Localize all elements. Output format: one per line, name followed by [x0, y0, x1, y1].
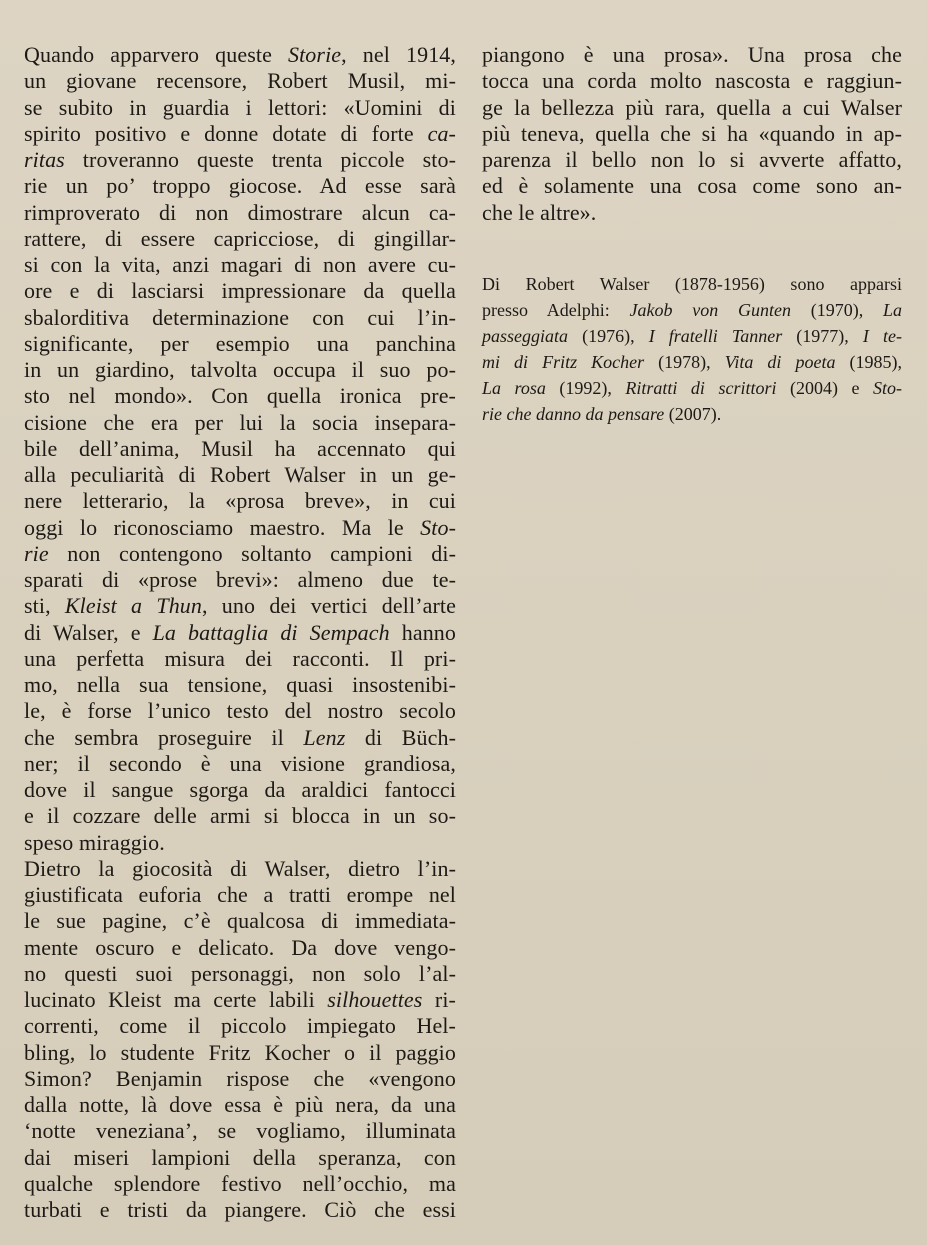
text-line [482, 42, 902, 68]
italic-text-segment: Storie [288, 42, 342, 67]
text-segment: una perfetta misura dei racconti. Il pri- [24, 645, 456, 671]
text-segment: alla peculiarità di Robert Walser in un ge- [24, 462, 456, 487]
italic-text-segment: mi di Fritz Kocher [482, 352, 645, 372]
text-line [482, 147, 902, 173]
text-segment: sbalorditiva determinazione con cui l’in- [24, 304, 456, 330]
text-line [24, 751, 456, 777]
text-line [24, 147, 456, 173]
text-line [24, 252, 456, 278]
text-segment: sti, [24, 593, 65, 619]
text-segment: (1977), [782, 326, 863, 346]
italic-text-segment: passeggiata [482, 326, 569, 346]
text-line [24, 567, 456, 593]
text-line [482, 68, 902, 94]
italic-text-segment: rie che danno da pensare [482, 404, 665, 424]
text-segment: Simon? Benjamin rispose che «vengono [24, 1065, 456, 1091]
text-segment: Di Robert Walser (1878-1956) sono apparsi [482, 274, 902, 294]
text-segment: hanno [389, 619, 456, 645]
text-line [24, 121, 456, 147]
text-line [24, 698, 456, 724]
text-segment: nere letterario, la «prosa breve», in cui [24, 488, 456, 514]
italic-text-segment: Sto- [420, 514, 456, 540]
text-line [24, 226, 456, 252]
text-segment: di Walser, e [24, 619, 153, 645]
text-segment: cisione che era per lui la socia insepara- [24, 409, 456, 435]
italic-text-segment: Jakob von Gunten [629, 300, 791, 320]
text-line [24, 803, 456, 829]
text-segment: mo, nella sua tensione, quasi insostenibi- [24, 672, 456, 697]
text-line [482, 271, 902, 297]
text-line [482, 401, 902, 427]
italic-text-segment: ritas [24, 147, 65, 172]
italic-text-segment: La battaglia di Sempach [152, 619, 390, 645]
text-segment: ge la bellezza più rara, quella a cui Walser [482, 94, 902, 120]
text-segment: lucinato Kleist ma certe labili [24, 987, 328, 1012]
text-segment: bling, lo studente Fritz Kocher o il paggio [24, 1039, 456, 1065]
text-segment: troveranno queste trenta piccole sto- [64, 147, 456, 172]
text-line [24, 1171, 456, 1197]
text-segment: che le altre». [482, 199, 597, 225]
text-segment: spirito positivo e donne dotate di forte [24, 120, 428, 146]
text-segment: si con la vita, anzi magari di non avere cu- [24, 252, 456, 277]
text-segment: (1976), [568, 326, 649, 346]
text-line [24, 1197, 456, 1223]
text-segment: , uno dei vertici dell’arte [202, 593, 456, 619]
italic-text-segment: I fratelli Tanner [648, 326, 783, 346]
italic-text-segment: Lenz [303, 724, 346, 750]
text-segment: sparati di «prose brevi»: almeno due te- [24, 567, 456, 592]
text-line [24, 357, 456, 383]
text-segment: , nel 1914, [341, 42, 456, 67]
text-line [24, 1092, 456, 1118]
text-segment: bile dell’anima, Musil ha accennato qui [24, 435, 456, 461]
text-line [482, 200, 902, 226]
text-line [24, 488, 456, 514]
text-line [24, 646, 456, 672]
text-segment: ore e di lasciarsi impressionare da quella [24, 278, 456, 304]
text-segment: oggi lo riconosciamo maestro. Ma le [24, 514, 421, 540]
text-segment: un giovane recensore, Robert Musil, mi- [24, 68, 456, 94]
text-line [24, 593, 456, 619]
italic-text-segment: Sto- [873, 378, 902, 398]
text-segment: (2004) e [776, 378, 873, 398]
text-segment: le, è forse l’unico testo del nostro secolo [24, 698, 456, 724]
text-line [24, 462, 456, 488]
text-line [24, 1040, 456, 1066]
text-segment: di Büch- [345, 724, 457, 750]
text-segment: Quando apparvero queste [24, 42, 288, 67]
text-line [24, 1118, 456, 1144]
text-line [24, 1145, 456, 1171]
italic-text-segment: Kleist a Thun [64, 593, 202, 619]
right-text-column [482, 42, 902, 226]
text-line [24, 436, 456, 462]
italic-text-segment: rie [24, 540, 49, 566]
text-line [482, 349, 902, 375]
text-segment: significante, per esempio una panchina [24, 330, 456, 356]
text-segment: le sue pagine, c’è qualcosa di immediata- [24, 908, 456, 934]
text-segment: ner; il secondo è una visione grandiosa, [24, 750, 456, 776]
text-line [24, 935, 456, 961]
text-segment: che sembra proseguire il [24, 724, 304, 750]
text-segment: (1970), [790, 300, 883, 320]
text-segment: dai miseri lampioni della speranza, con [24, 1144, 456, 1170]
text-segment: più teneva, quella che si ha «quando in ap- [482, 120, 902, 146]
text-segment: dalla notte, là dove essa è più nera, da una [24, 1092, 456, 1117]
text-segment: sto nel mondo». Con quella ironica pre- [24, 383, 456, 409]
text-line [24, 173, 456, 199]
text-line [482, 121, 902, 147]
text-line [24, 515, 456, 541]
text-line [24, 331, 456, 357]
left-text-column [24, 42, 456, 1223]
text-line [24, 278, 456, 304]
text-segment: presso Adelphi: [482, 300, 630, 320]
text-segment: in un giardino, talvolta occupa il suo po- [24, 357, 456, 382]
text-line [24, 987, 456, 1013]
text-segment: Dietro la giocosità di Walser, dietro l’in- [24, 855, 456, 881]
text-segment: non contengono soltanto campioni di- [48, 540, 456, 566]
text-line [24, 908, 456, 934]
italic-text-segment: I te- [862, 326, 902, 346]
text-line [24, 541, 456, 567]
text-segment: ri- [422, 987, 456, 1012]
text-segment: giustificata euforia che a tratti erompe nel [24, 882, 456, 907]
text-segment: parenza il bello non lo si avverte affatto, [482, 147, 902, 172]
italic-text-segment: La rosa [482, 378, 546, 398]
italic-text-segment: Vita di poeta [724, 352, 836, 372]
text-line [24, 68, 456, 94]
text-line [24, 95, 456, 121]
italic-text-segment: silhouettes [327, 987, 423, 1012]
text-segment: turbati e tristi da piangere. Ciò che essi [24, 1197, 456, 1222]
text-line [24, 383, 456, 409]
text-segment: rattere, di essere capricciose, di gingillar- [24, 225, 456, 251]
italic-text-segment: ca- [427, 120, 456, 146]
text-segment: correnti, come il piccolo impiegato Hel- [24, 1013, 456, 1039]
text-segment: rie un po’ troppo giocose. Ad esse sarà [24, 173, 456, 199]
text-segment: mente oscuro e delicato. Da dove vengo- [24, 934, 456, 960]
italic-text-segment: La [882, 300, 902, 320]
text-line [24, 882, 456, 908]
text-line [24, 725, 456, 751]
text-segment: dove il sangue sgorga da araldici fantocci [24, 777, 456, 802]
text-line [482, 323, 902, 349]
text-segment: ed è solamente una cosa come sono an- [482, 173, 902, 199]
text-segment: no questi suoi personaggi, non solo l’al- [24, 960, 456, 986]
text-segment: (1985), [835, 352, 902, 372]
text-segment: piangono è una prosa». Una prosa che [482, 42, 902, 67]
text-line [24, 620, 456, 646]
italic-text-segment: Ritratti di scrittori [625, 378, 777, 398]
text-segment: e il cozzare delle armi si blocca in un so- [24, 803, 456, 829]
text-line [24, 961, 456, 987]
text-line [24, 1066, 456, 1092]
text-line [24, 830, 456, 856]
text-line [482, 375, 902, 401]
text-line [482, 173, 902, 199]
text-line [482, 95, 902, 121]
text-line [24, 856, 456, 882]
text-segment: (2007). [664, 404, 722, 424]
text-line [24, 777, 456, 803]
text-segment: tocca una corda molto nascosta e raggiun- [482, 68, 902, 94]
text-line [24, 305, 456, 331]
text-line [24, 200, 456, 226]
text-line [24, 42, 456, 68]
text-line [24, 1013, 456, 1039]
text-segment: se subito in guardia i lettori: «Uomini di [24, 94, 456, 120]
text-line [24, 410, 456, 436]
text-segment: rimproverato di non dimostrare alcun ca- [24, 199, 456, 225]
text-segment: qualche splendore festivo nell’occhio, ma [24, 1170, 456, 1196]
text-segment: (1992), [545, 378, 626, 398]
text-segment: speso miraggio. [24, 829, 165, 855]
bibliography-note [482, 271, 902, 427]
text-line [482, 297, 902, 323]
text-line [24, 672, 456, 698]
text-segment: ‘notte veneziana’, se vogliamo, illuminata [24, 1118, 456, 1144]
text-segment: (1978), [644, 352, 725, 372]
